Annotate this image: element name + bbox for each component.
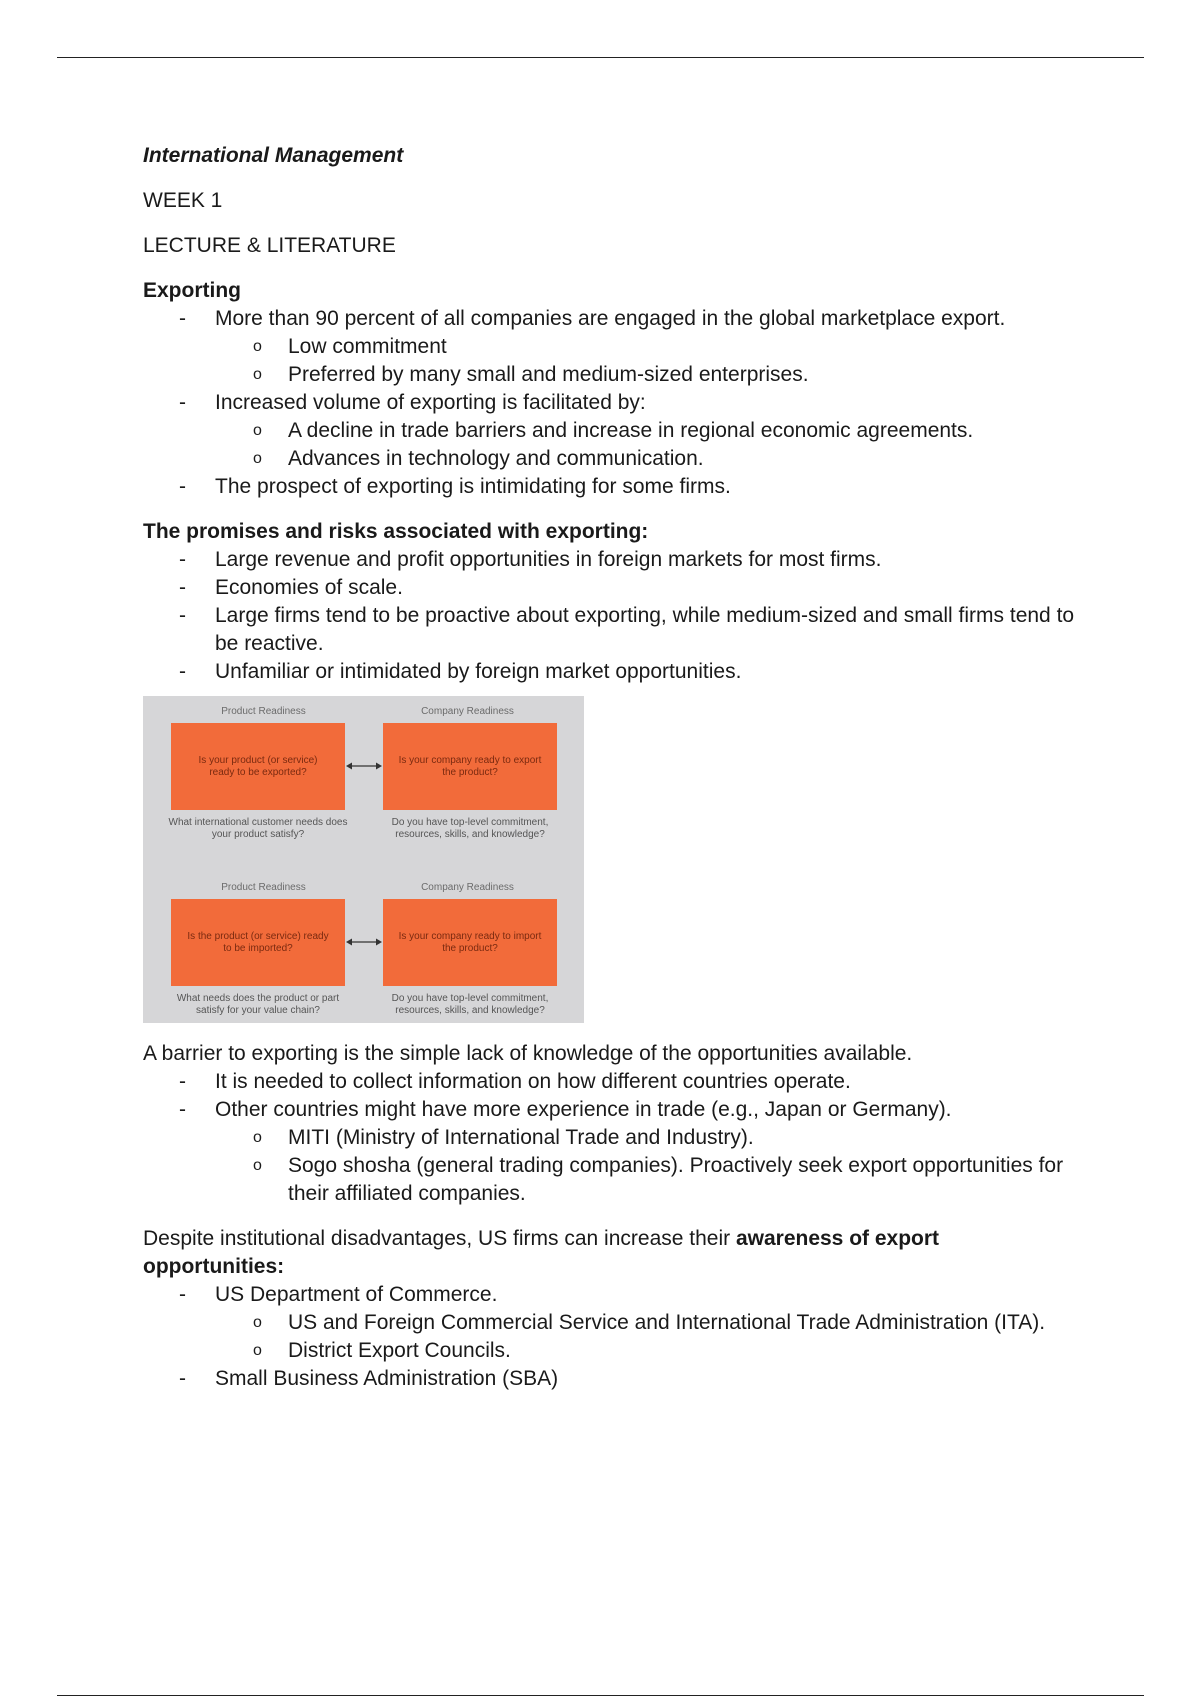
exporting-list bbox=[143, 305, 1083, 501]
list-item: o Sogo shosha (general trading companies). Proactively seek export opportunities for their affiliated companies. bbox=[253, 1154, 1064, 1205]
double-arrow-icon bbox=[346, 760, 382, 772]
list-item: - Small Business Administration (SBA) bbox=[143, 1365, 1083, 1393]
document-body bbox=[143, 142, 1083, 1393]
bottom-rule bbox=[57, 1695, 1144, 1696]
dash-bullet: - bbox=[179, 576, 186, 599]
barrier-paragraph: A barrier to exporting is the simple lack of knowledge of the opportunities available. bbox=[143, 1042, 913, 1065]
list-item: - Increased volume of exporting is facilitated by: o A decline in trade barriers and increase in regional economic agreements. o Advances in technology and communication. bbox=[143, 389, 1083, 473]
circle-bullet: o bbox=[253, 1129, 262, 1146]
figure-head-product: Product Readiness bbox=[221, 706, 306, 717]
list-item: - Unfamiliar or intimidated by foreign market opportunities. bbox=[143, 658, 1083, 686]
list-item: o Advances in technology and communication. bbox=[143, 445, 1083, 473]
list-item: - Large firms tend to be proactive about exporting, while medium-sized and small firms tend to be reactive. bbox=[179, 604, 1075, 655]
figure-box-product-import: Is the product (or service) ready to be imported? bbox=[171, 899, 345, 986]
circle-bullet: o bbox=[253, 1314, 262, 1331]
dash-bullet: - bbox=[179, 1098, 186, 1121]
list-item: o US and Foreign Commercial Service and International Trade Administration (ITA). bbox=[143, 1309, 1083, 1337]
list-item: - The prospect of exporting is intimidating for some firms. bbox=[143, 473, 1083, 501]
list-item: - Other countries might have more experience in trade (e.g., Japan or Germany). o MITI (Ministry of International Trade and Industry). o Sogo shosha (general trading companies). Proactively seek export opportunities for their affiliated companies. bbox=[143, 1096, 1083, 1208]
list-item: - Large revenue and profit opportunities in foreign markets for most firms. bbox=[143, 546, 1083, 574]
list-item: o District Export Councils. bbox=[143, 1337, 1083, 1365]
list-item: - Economies of scale. bbox=[143, 574, 1083, 602]
figure-head-company: Company Readiness bbox=[421, 882, 514, 893]
circle-bullet: o bbox=[253, 338, 262, 355]
figure-box-company-import: Is your company ready to import the product? bbox=[383, 899, 557, 986]
promises-list bbox=[143, 546, 1083, 686]
figure-head-product: Product Readiness bbox=[221, 882, 306, 893]
dash-bullet: - bbox=[179, 548, 186, 571]
dash-bullet: - bbox=[179, 1070, 186, 1093]
list-item: o Preferred by many small and medium-sized enterprises. bbox=[143, 361, 1083, 389]
figure-question-value-chain: What needs does the product or part satisfy for your value chain? bbox=[176, 993, 340, 1016]
circle-bullet: o bbox=[253, 1342, 262, 1359]
figure-box-company-export: Is your company ready to export the product? bbox=[383, 723, 557, 810]
despite-paragraph: Despite institutional disadvantages, US firms can increase their awareness of export opportunities: bbox=[143, 1227, 940, 1278]
top-rule bbox=[57, 57, 1144, 58]
heading-exporting: Exporting bbox=[143, 279, 241, 302]
circle-bullet: o bbox=[253, 366, 262, 383]
dash-bullet: - bbox=[179, 391, 186, 414]
us-support-list bbox=[143, 1281, 1083, 1393]
list-item: o MITI (Ministry of International Trade and Industry). bbox=[143, 1124, 1083, 1152]
list-item: o A decline in trade barriers and increase in regional economic agreements. bbox=[143, 417, 1083, 445]
dash-bullet: - bbox=[179, 660, 186, 683]
figure-box-product-export: Is your product (or service) ready to be exported? bbox=[171, 723, 345, 810]
dash-bullet: - bbox=[179, 1283, 186, 1306]
list-item: - It is needed to collect information on how different countries operate. bbox=[143, 1068, 1083, 1096]
week-label: WEEK 1 bbox=[143, 189, 223, 212]
barrier-list bbox=[143, 1068, 1083, 1208]
circle-bullet: o bbox=[253, 1157, 262, 1174]
dash-bullet: - bbox=[179, 475, 186, 498]
figure-question-commitment: Do you have top-level commitment, resources, skills, and knowledge? bbox=[391, 993, 549, 1016]
section-label: LECTURE & LITERATURE bbox=[143, 234, 396, 257]
heading-promises: The promises and risks associated with exporting: bbox=[143, 520, 649, 543]
figure-head-company: Company Readiness bbox=[421, 706, 514, 717]
readiness-figure bbox=[143, 696, 584, 1023]
dash-bullet: - bbox=[179, 604, 186, 627]
list-item: o Low commitment bbox=[143, 333, 1083, 361]
figure-question-commitment: Do you have top-level commitment, resources, skills, and knowledge? bbox=[391, 817, 549, 840]
circle-bullet: o bbox=[253, 450, 262, 467]
double-arrow-icon bbox=[346, 936, 382, 948]
figure-question-customer: What international customer needs does your product satisfy? bbox=[168, 817, 348, 840]
list-item: - More than 90 percent of all companies are engaged in the global marketplace export. o Low commitment o Preferred by many small and medium-sized enterprises. bbox=[143, 305, 1083, 389]
doc-title: International Management bbox=[143, 144, 404, 167]
dash-bullet: - bbox=[179, 307, 186, 330]
dash-bullet: - bbox=[179, 1367, 186, 1390]
circle-bullet: o bbox=[253, 422, 262, 439]
list-item: - US Department of Commerce. o US and Foreign Commercial Service and International Trade Administration (ITA). o District Export Councils. bbox=[143, 1281, 1083, 1365]
